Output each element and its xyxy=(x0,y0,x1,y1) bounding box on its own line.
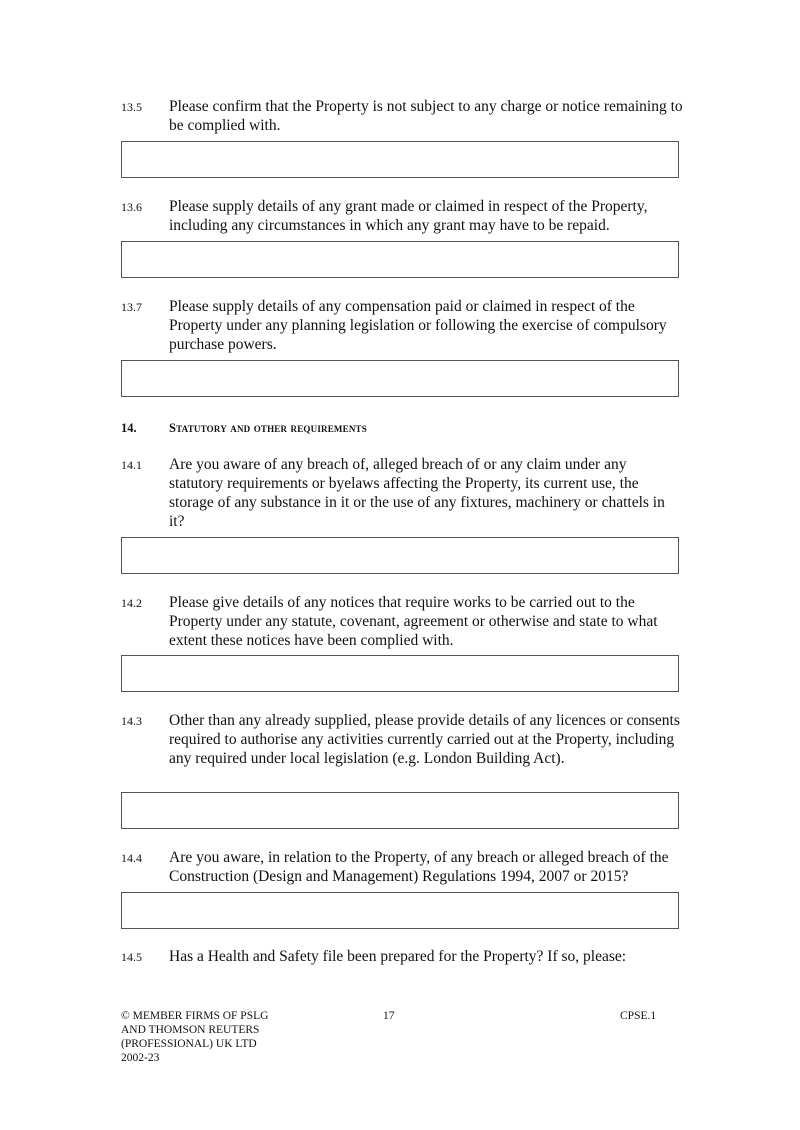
question-number: 13.6 xyxy=(121,200,142,214)
question-text: Please supply details of any grant made or claimed in respect of the Property, including any circumstances in which any grant may have to be repaid. xyxy=(169,198,648,234)
copyright-line: © MEMBER FIRMS OF PSLG xyxy=(121,1010,269,1022)
question-13-6 xyxy=(121,197,691,235)
footer-copyright xyxy=(121,1009,268,1065)
form-code: CPSE.1 xyxy=(620,1010,657,1022)
question-14-5 xyxy=(121,947,691,966)
answer-box-14-4[interactable] xyxy=(121,892,679,929)
question-text: Are you aware of any breach of, alleged breach of or any claim under any statutory requirements or byelaws affecting the Property, its current use, the storage of any substance in it or the use of any fixtures, machinery or chattels in it? xyxy=(169,456,665,530)
question-text: Are you aware, in relation to the Property, of any breach or alleged breach of the Construction (Design and Management) Regulations 1994, 2007 or 2015? xyxy=(169,849,669,885)
question-number: 13.5 xyxy=(121,100,142,114)
question-number: 14.2 xyxy=(121,596,142,610)
question-14-1 xyxy=(121,455,691,531)
question-number: 14.4 xyxy=(121,851,142,865)
page-number: 17 xyxy=(383,1010,395,1022)
question-14-2 xyxy=(121,593,691,650)
answer-box-13-7[interactable] xyxy=(121,360,679,397)
question-number: 14.1 xyxy=(121,458,142,472)
question-14-4 xyxy=(121,848,691,886)
section-number: 14. xyxy=(121,421,137,435)
question-13-7 xyxy=(121,297,691,354)
question-text: Please confirm that the Property is not subject to any charge or notice remaining to be complied with. xyxy=(169,98,683,134)
answer-box-14-1[interactable] xyxy=(121,537,679,574)
answer-box-13-5[interactable] xyxy=(121,141,679,178)
question-text: Has a Health and Safety file been prepared for the Property? If so, please: xyxy=(169,948,627,965)
copyright-line: AND THOMSON REUTERS xyxy=(121,1024,260,1036)
question-number: 14.5 xyxy=(121,950,142,964)
answer-box-14-2[interactable] xyxy=(121,655,679,692)
section-title: Statutory and other requirements xyxy=(169,421,367,435)
copyright-line: (PROFESSIONAL) UK LTD xyxy=(121,1038,257,1050)
answer-box-14-3[interactable] xyxy=(121,792,679,829)
question-text: Please supply details of any compensation paid or claimed in respect of the Property under any planning legislation or following the exercise of compulsory purchase powers. xyxy=(169,298,667,353)
question-number: 14.3 xyxy=(121,714,142,728)
answer-box-13-6[interactable] xyxy=(121,241,679,278)
question-14-3 xyxy=(121,711,691,768)
question-text: Other than any already supplied, please provide details of any licences or consents required to authorise any activities currently carried out at the Property, including any required under local legislation (e.g. London Building Act). xyxy=(169,712,680,767)
question-13-5 xyxy=(121,97,691,135)
question-text: Please give details of any notices that require works to be carried out to the Property under any statute, covenant, agreement or otherwise and state to what extent these notices have been complied with. xyxy=(169,594,658,649)
copyright-line: 2002-23 xyxy=(121,1052,160,1064)
question-number: 13.7 xyxy=(121,300,142,314)
